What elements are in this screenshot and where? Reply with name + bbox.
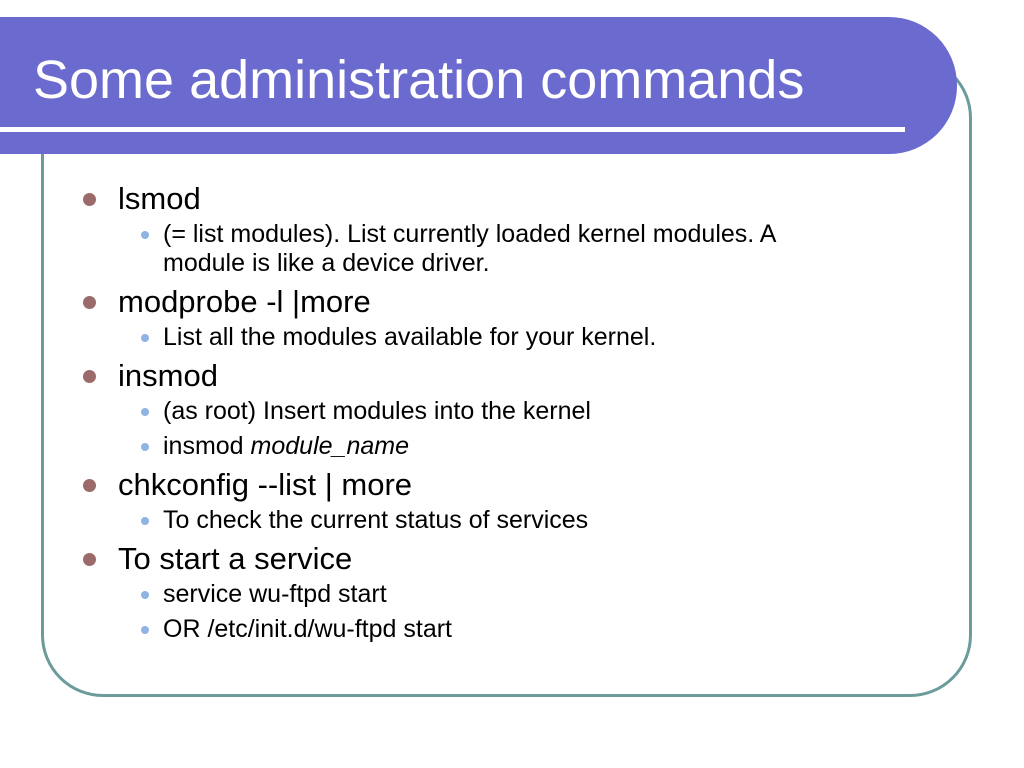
sub-bullet-text: OR /etc/init.d/wu-ftpd start xyxy=(163,615,452,643)
sub-bullet-item xyxy=(118,432,882,461)
sub-bullet-dot-icon xyxy=(141,591,149,599)
sub-bullet-text: List all the modules available for your kernel. xyxy=(163,323,657,351)
bullet-dot-icon xyxy=(83,479,96,492)
bullet-text: To start a service xyxy=(118,541,353,576)
sub-bullet-dot-icon xyxy=(141,408,149,416)
sub-bullet-dot-icon xyxy=(141,231,149,239)
bullet-dot-icon xyxy=(83,553,96,566)
sub-bullet-dot-icon xyxy=(141,517,149,525)
sub-bullet-list xyxy=(118,220,882,278)
bullet-dot-icon xyxy=(83,370,96,383)
sub-bullet-list xyxy=(118,397,882,461)
sub-bullet-list xyxy=(118,580,882,644)
sub-bullet-text: To check the current status of services xyxy=(163,506,589,534)
sub-bullet-text: service wu-ftpd start xyxy=(163,580,387,608)
bullet-text: modprobe -l |more xyxy=(118,284,371,319)
bullet-dot-icon xyxy=(83,193,96,206)
bullet-text: lsmod xyxy=(118,181,201,216)
bullet-item-modprobe xyxy=(82,283,882,352)
sub-bullet-italic-text: module_name xyxy=(250,432,409,460)
sub-bullet-text: insmod xyxy=(163,432,251,460)
bullet-item-chkconfig xyxy=(82,466,882,535)
sub-bullet-item xyxy=(118,506,882,535)
sub-bullet-dot-icon xyxy=(141,626,149,634)
bullet-list xyxy=(82,180,882,644)
sub-bullet-item xyxy=(118,615,882,644)
sub-bullet-dot-icon xyxy=(141,334,149,342)
sub-bullet-list xyxy=(118,323,882,352)
bullet-text: chkconfig --list | more xyxy=(118,467,413,502)
bullet-item-insmod xyxy=(82,357,882,461)
sub-bullet-item xyxy=(118,397,882,426)
bullet-item-lsmod xyxy=(82,180,882,278)
sub-bullet-text: (as root) Insert modules into the kernel xyxy=(163,397,591,425)
sub-bullet-item xyxy=(118,220,882,278)
sub-bullet-list xyxy=(118,506,882,535)
sub-bullet-item xyxy=(118,323,882,352)
bullet-item-start-service xyxy=(82,540,882,644)
title-underline xyxy=(0,127,905,132)
sub-bullet-dot-icon xyxy=(141,443,149,451)
slide-title: Some administration commands xyxy=(33,50,805,110)
sub-bullet-item xyxy=(118,580,882,609)
bullet-text: insmod xyxy=(118,358,218,393)
sub-bullet-text: (= list modules). List currently loaded kernel modules. A module is like a device driver. xyxy=(163,220,776,277)
bullet-dot-icon xyxy=(83,296,96,309)
